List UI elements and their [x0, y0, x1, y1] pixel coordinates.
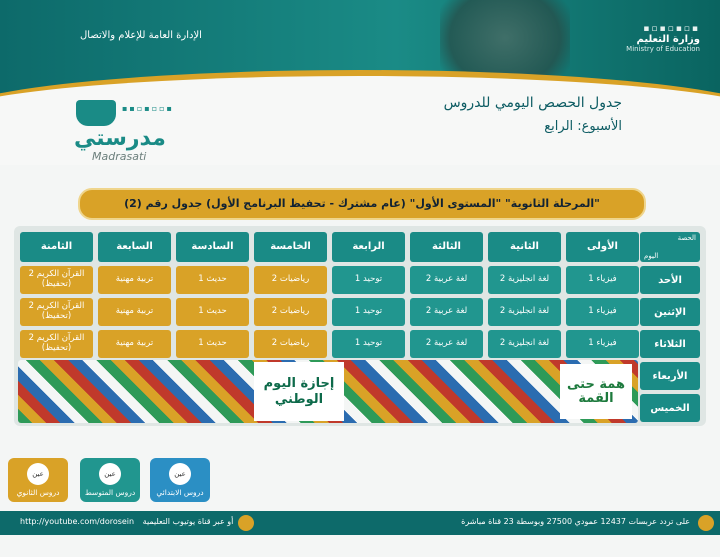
- lesson-cell[interactable]: حديث 1: [176, 298, 249, 326]
- lesson-cell[interactable]: تربية مهنية: [98, 266, 171, 294]
- lesson-cell[interactable]: القرآن الكريم 2 (تحفيظ): [20, 330, 93, 358]
- ein-logo-icon: عين: [169, 463, 191, 485]
- lesson-cell[interactable]: لغة انجليزية 2: [488, 298, 561, 326]
- period-header: السابعة: [98, 232, 171, 262]
- stage-label: دروس المتوسط: [84, 488, 136, 497]
- stage-button-secondary[interactable]: [8, 458, 68, 502]
- lesson-cell[interactable]: حديث 1: [176, 330, 249, 358]
- stage-label: دروس الابتدائي: [156, 488, 204, 497]
- week-label: الأسبوع: الرابع: [544, 119, 622, 134]
- lesson-cell[interactable]: لغة عربية 2: [410, 330, 483, 358]
- period-header: السادسة: [176, 232, 249, 262]
- youtube-url[interactable]: http://youtube.com/dorosein: [20, 517, 135, 526]
- lesson-cell[interactable]: لغة انجليزية 2: [488, 266, 561, 294]
- lesson-cell[interactable]: توحيد 1: [332, 330, 405, 358]
- footer-bar: [0, 511, 720, 535]
- pixel-dots-icon: ▪▪▫▪▫▫▪: [122, 104, 174, 113]
- table-corner: [640, 232, 700, 262]
- madrasati-logo: [70, 98, 200, 165]
- stage-label: دروس الثانوي: [16, 488, 60, 497]
- period-header: الثالثة: [410, 232, 483, 262]
- media-department: الإدارة العامة للإعلام والاتصال: [80, 30, 202, 41]
- bottom-strip: [0, 535, 720, 557]
- stage-button-intermediate[interactable]: [80, 458, 140, 502]
- ministry-name-en: Ministry of Education: [626, 45, 700, 53]
- day-header: الأربعاء: [640, 362, 700, 390]
- lesson-cell[interactable]: رياضيات 2: [254, 266, 327, 294]
- ein-logo-icon: عين: [99, 463, 121, 485]
- lesson-cell[interactable]: تربية مهنية: [98, 330, 171, 358]
- stage-button-primary[interactable]: [150, 458, 210, 502]
- satellite-info: على تردد عربسات 12437 عمودي 27500 وبوسطة 23 قناة مباشرة: [461, 517, 690, 526]
- lesson-cell[interactable]: لغة عربية 2: [410, 298, 483, 326]
- lesson-cell[interactable]: فيزياء 1: [566, 330, 639, 358]
- period-header: الثامنة: [20, 232, 93, 262]
- lesson-cell[interactable]: توحيد 1: [332, 298, 405, 326]
- corner-period-label: الحصة: [677, 234, 696, 242]
- youtube-link[interactable]: [20, 517, 233, 526]
- header: [0, 0, 720, 165]
- period-header: الأولى: [566, 232, 639, 262]
- logo-text-en: Madrasati: [92, 150, 147, 163]
- corner-day-label: اليوم: [644, 252, 659, 260]
- youtube-note: أو عبر قناة يوتيوب التعليمية: [142, 517, 234, 526]
- title-block: [444, 95, 622, 134]
- lesson-cell[interactable]: فيزياء 1: [566, 298, 639, 326]
- ministry-name-ar: وزارة التعليم: [636, 34, 700, 45]
- ministry-logo: [626, 24, 700, 53]
- period-header: الخامسة: [254, 232, 327, 262]
- slogan-logo: همة حتى القمة: [560, 364, 632, 419]
- lesson-cell[interactable]: تربية مهنية: [98, 298, 171, 326]
- day-header: الأحد: [640, 266, 700, 294]
- youtube-ein-icon: [238, 515, 254, 531]
- lesson-cell[interactable]: القرآن الكريم 2 (تحفيظ): [20, 298, 93, 326]
- lesson-cell[interactable]: رياضيات 2: [254, 298, 327, 326]
- lesson-cell[interactable]: القرآن الكريم 2 (تحفيظ): [20, 266, 93, 294]
- schedule-subtitle: "المرحلة الثانوية" "المستوى الأول" (عام مشترك - تحفيظ البرنامج الأول) جدول رقم (2): [78, 188, 646, 220]
- lesson-cell[interactable]: لغة عربية 2: [410, 266, 483, 294]
- logo-text-ar: مدرستي: [74, 126, 166, 151]
- period-header: الرابعة: [332, 232, 405, 262]
- lesson-cell[interactable]: توحيد 1: [332, 266, 405, 294]
- period-header: الثانية: [488, 232, 561, 262]
- book-icon: [76, 100, 116, 126]
- lesson-cell[interactable]: رياضيات 2: [254, 330, 327, 358]
- day-header: الخميس: [640, 394, 700, 422]
- day-header: الثلاثاء: [640, 330, 700, 358]
- ein-channel-icon: [698, 515, 714, 531]
- lesson-cell[interactable]: لغة انجليزية 2: [488, 330, 561, 358]
- national-day-banner: [18, 360, 638, 423]
- holiday-label: إجازة اليوم الوطني: [254, 362, 344, 421]
- ein-logo-icon: عين: [27, 463, 49, 485]
- day-header: الإثنين: [640, 298, 700, 326]
- ministry-dots-icon: ▪▫▪▫▪▫▪: [643, 24, 700, 34]
- lesson-cell[interactable]: فيزياء 1: [566, 266, 639, 294]
- lesson-cell[interactable]: حديث 1: [176, 266, 249, 294]
- page-title: جدول الحصص اليومي للدروس: [443, 95, 622, 111]
